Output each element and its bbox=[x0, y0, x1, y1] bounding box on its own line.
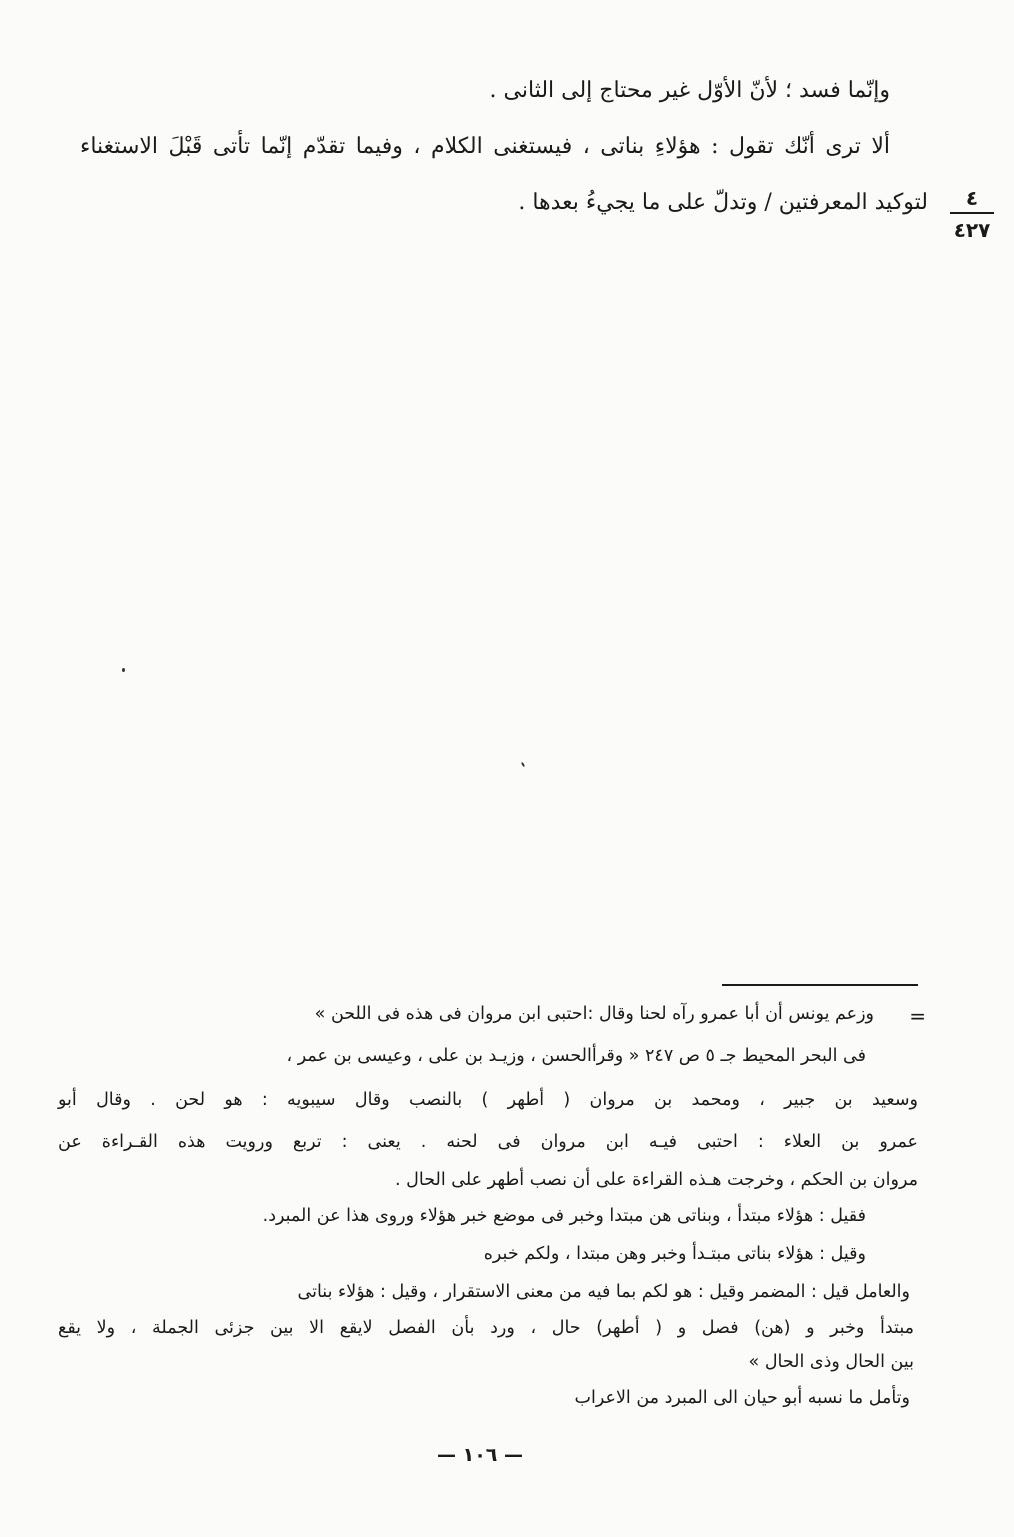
page-number: — ١٠٦ — bbox=[436, 1444, 524, 1466]
footnote-line: وسعيد بن جبير ، ومحمد بن مروان ( أطهر ) بالنصب وقال سيبويه : هو لحن . وقال أبو bbox=[58, 1090, 918, 1110]
main-text-line-3: لتوكيد المعرفتين / وتدلّ على ما يجيءُ بعدها . bbox=[518, 190, 928, 215]
footnote-line: عمرو بن العلاء : احتبى فيـه ابن مروان فى لحنه . يعنى : تربع ورويت هذه القـراءة عن bbox=[58, 1132, 918, 1152]
footnote-line: مبتدأ وخبر و (هن) فصل و ( أطهر) حال ، ورد بأن الفصل لايقع الا بين جزئى الجملة ، ولا يقع bbox=[58, 1318, 914, 1338]
footnote-line: مروان بن الحكم ، وخرجت هـذه القراءة على أن نصب أطهر على الحال . bbox=[395, 1170, 918, 1190]
scan-speck bbox=[122, 668, 125, 672]
marginal-ref-top: ٤ bbox=[950, 188, 994, 214]
main-text-line-1: وإنّما فسد ؛ لأنّ الأوّل غير محتاج إلى الثانى . bbox=[489, 78, 890, 103]
footnote-line: وزعم يونس أن أبا عمرو رآه لحنا وقال :احتبى ابن مروان فى هذه فى اللحن » bbox=[314, 1004, 874, 1024]
footnote-line: فقيل : هؤلاء مبتدأ ، وبناتى هن مبتدا وخبر فى موضع خبر هؤلاء وروى هذا عن المبرد. bbox=[262, 1206, 866, 1226]
marginal-page-reference bbox=[950, 188, 994, 240]
footnote-marker: = bbox=[909, 1004, 926, 1028]
marginal-ref-bottom: ٤٢٧ bbox=[953, 218, 991, 242]
footnote-line: وتأمل ما نسبه أبو حيان الى المبرد من الاعراب bbox=[574, 1388, 910, 1408]
scan-speck bbox=[521, 762, 525, 767]
footnote-rule bbox=[722, 984, 918, 986]
footnote-line: فى البحر المحيط جـ ٥ ص ٢٤٧ « وقرأالحسن ، وزيـد بن على ، وعيسى بن عمر ، bbox=[286, 1046, 866, 1066]
footnote-line: والعامل قيل : المضمر وقيل : هو لكم بما فيه من معنى الاستقرار ، وقيل : هؤلاء بناتى bbox=[297, 1282, 910, 1302]
main-text-line-2: ألا ترى أنّك تقول : هؤلاءِ بناتى ، فيستغنى الكلام ، وفيما تقدّم إنّما تأتى قَبْلَ الاستغناء bbox=[80, 134, 890, 159]
footnote-line: بين الحال وذى الحال » bbox=[748, 1352, 914, 1372]
footnote-line: وقيل : هؤلاء بناتى مبتـدأ وخبر وهن مبتدا ، ولكم خبره bbox=[483, 1244, 866, 1264]
